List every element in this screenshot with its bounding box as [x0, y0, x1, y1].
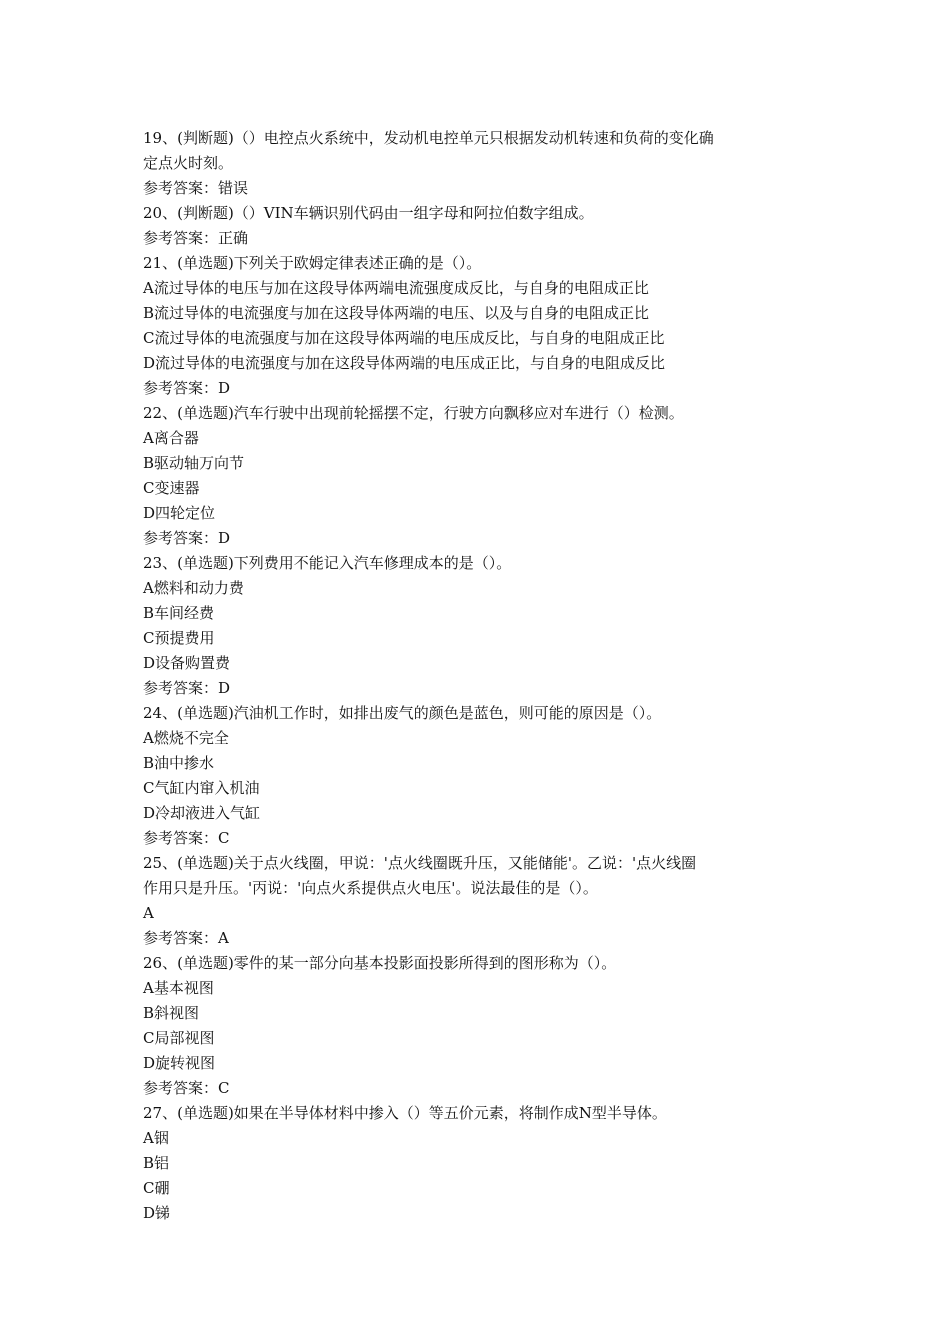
text-line: B驱动轴万向节	[143, 454, 245, 472]
text-line: B车间经费	[143, 604, 215, 622]
text-line: 21、(单选题)下列关于欧姆定律表述正确的是（）。	[143, 254, 482, 272]
text-line: 参考答案：正确	[143, 229, 249, 247]
text-line: 24、(单选题)汽油机工作时，如排出废气的颜色是蓝色，则可能的原因是（）。	[143, 704, 662, 722]
text-line: 参考答案：D	[143, 679, 231, 697]
text-line: C局部视图	[143, 1029, 215, 1047]
text-line: C变速器	[143, 479, 200, 497]
text-line: D四轮定位	[143, 504, 216, 522]
text-line: B斜视图	[143, 1004, 200, 1022]
text-line: D设备购置费	[143, 654, 231, 672]
text-line: C预提费用	[143, 629, 215, 647]
text-line: 22、(单选题)汽车行驶中出现前轮摇摆不定，行驶方向飘移应对车进行（）检测。	[143, 404, 684, 422]
text-line: D流过导体的电流强度与加在这段导体两端的电压成正比，与自身的电阻成反比	[143, 354, 666, 372]
document-page	[143, 126, 815, 1226]
text-line: 参考答案：C	[143, 1079, 230, 1097]
text-line: 20、(判断题)（）VIN车辆识别代码由一组字母和阿拉伯数字组成。	[143, 204, 594, 222]
text-line: 19、(判断题)（）电控点火系统中，发动机电控单元只根据发动机转速和负荷的变化确	[143, 129, 714, 147]
text-line: 参考答案：C	[143, 829, 230, 847]
text-line: B铝	[143, 1154, 170, 1172]
text-line: 23、(单选题)下列费用不能记入汽车修理成本的是（）。	[143, 554, 512, 572]
text-line: D锑	[143, 1204, 171, 1222]
text-line: C气缸内窜入机油	[143, 779, 260, 797]
text-line: A铟	[143, 1129, 169, 1147]
text-line: 定点火时刻。	[143, 154, 234, 172]
text-line: A基本视图	[143, 979, 214, 997]
text-line: B流过导体的电流强度与加在这段导体两端的电压、以及与自身的电阻成正比	[143, 304, 650, 322]
text-line: 参考答案：A	[143, 929, 229, 947]
text-line: A流过导体的电压与加在这段导体两端电流强度成反比，与自身的电阻成正比	[143, 279, 649, 297]
text-line: C流过导体的电流强度与加在这段导体两端的电压成反比，与自身的电阻成正比	[143, 329, 665, 347]
text-line: B油中掺水	[143, 754, 215, 772]
text-line: 参考答案：D	[143, 529, 231, 547]
text-line: C硼	[143, 1179, 170, 1197]
text-line: D冷却液进入气缸	[143, 804, 261, 822]
text-line: 27、(单选题)如果在半导体材料中掺入（）等五价元素，将制作成N型半导体。	[143, 1104, 667, 1122]
text-line: D旋转视图	[143, 1054, 216, 1072]
text-line: 作用只是升压。'丙说：'向点火系提供点火电压'。说法最佳的是（）。	[143, 879, 598, 897]
text-line: A燃料和动力费	[143, 579, 244, 597]
text-line: 参考答案：D	[143, 379, 231, 397]
text-line: 26、(单选题)零件的某一部分向基本投影面投影所得到的图形称为（）。	[143, 954, 617, 972]
text-line: A燃烧不完全	[143, 729, 229, 747]
text-line: 参考答案：错误	[143, 179, 249, 197]
text-line: 25、(单选题)关于点火线圈，甲说：'点火线圈既升压，又能储能'。乙说：'点火线圈	[143, 854, 697, 872]
text-line: A离合器	[143, 429, 199, 447]
text-line: A	[143, 904, 154, 922]
